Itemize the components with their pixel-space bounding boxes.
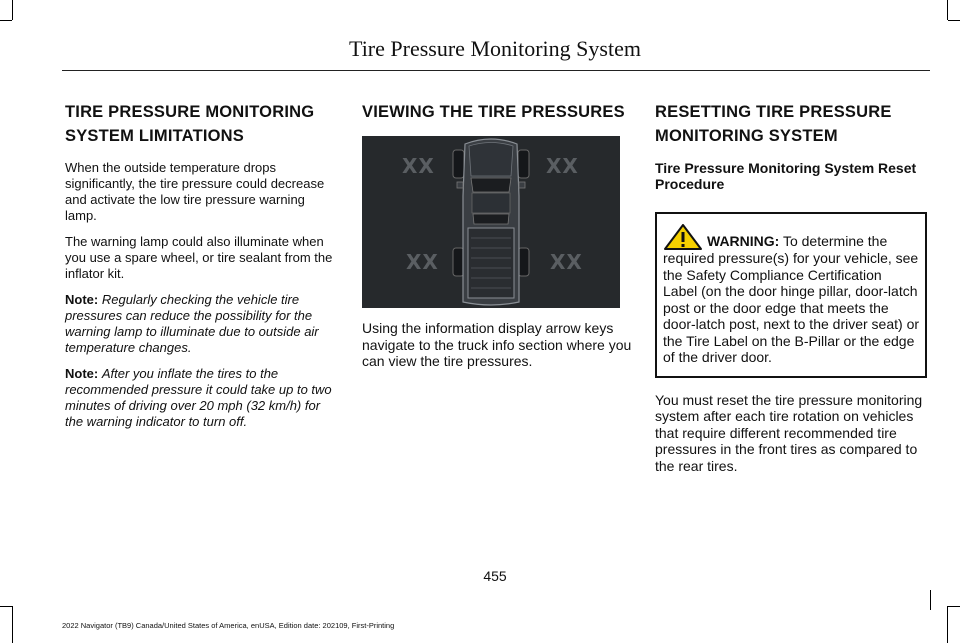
- warning-label: WARNING:: [707, 233, 780, 249]
- column-limitations: [65, 100, 337, 440]
- footer-edition-info: 2022 Navigator (TB9) Canada/United States of America, enUSA, Edition date: 202109, First-Printing: [62, 621, 395, 630]
- crop-mark: [948, 20, 960, 21]
- note-label: Note:: [65, 366, 99, 381]
- note-text: After you inflate the tires to the recommended pressure it could take up to two minutes of driving over 20 mph (32 km/h) for the warning indicator to turn off.: [65, 366, 332, 429]
- crop-mark: [930, 590, 931, 610]
- front-right-pressure: XX: [546, 154, 579, 178]
- column-resetting: [655, 100, 927, 484]
- column-viewing: [362, 100, 634, 380]
- tire-pressure-figure: [362, 136, 620, 308]
- section-heading-limitations: TIRE PRESSURE MONITORING SYSTEM LIMITATIONS: [65, 103, 315, 145]
- crop-mark: [12, 606, 13, 643]
- crop-mark: [0, 606, 12, 607]
- crop-mark: [947, 606, 948, 643]
- rear-right-pressure: XX: [550, 250, 583, 274]
- truck-top-view-icon: [451, 136, 531, 308]
- note: [65, 366, 337, 430]
- crop-mark: [948, 606, 960, 607]
- note-label: Note:: [65, 292, 99, 307]
- section-heading-resetting: RESETTING TIRE PRESSURE MONITORING SYSTEM: [655, 103, 892, 145]
- crop-mark: [12, 0, 13, 20]
- header-divider: [62, 70, 930, 71]
- crop-mark: [947, 0, 948, 20]
- paragraph: When the outside temperature drops significantly, the tire pressure could decrease and activate the low tire pressure warning lamp.: [65, 160, 325, 223]
- front-left-pressure: XX: [402, 154, 435, 178]
- paragraph: You must reset the tire pressure monitoring system after each tire rotation on vehicles that require different recommended tire pressures in the front tires as compared to the rear tires.: [655, 391, 923, 474]
- section-heading-viewing: VIEWING THE TIRE PRESSURES: [362, 103, 625, 121]
- warning-text: To determine the required pressure(s) for your vehicle, see the Safety Compliance Certification Label (on the door hinge pillar, door-latch post or the door edge that meets the door-latch post, next to the driver seat) or the Tire Label on the B-Pillar or the edge of the driver door.: [663, 233, 920, 365]
- procedure-subheading: Tire Pressure Monitoring System Reset Procedure: [655, 160, 917, 192]
- warning-box: [655, 212, 927, 378]
- warning-triangle-icon: [663, 224, 703, 250]
- note: [65, 292, 337, 356]
- page-title: Tire Pressure Monitoring System: [349, 36, 641, 61]
- page-number: 455: [483, 568, 507, 584]
- crop-mark: [0, 20, 12, 21]
- rear-left-pressure: XX: [406, 250, 439, 274]
- paragraph: Using the information display arrow keys navigate to the truck info section where you can view the tire pressures.: [362, 320, 632, 369]
- note-text: Regularly checking the vehicle tire pressures can reduce the possibility for the warning lamp to illuminate due to outside air temperature changes.: [65, 292, 319, 355]
- paragraph: The warning lamp could also illuminate when you use a spare wheel, or tire sealant from the inflator kit.: [65, 234, 333, 281]
